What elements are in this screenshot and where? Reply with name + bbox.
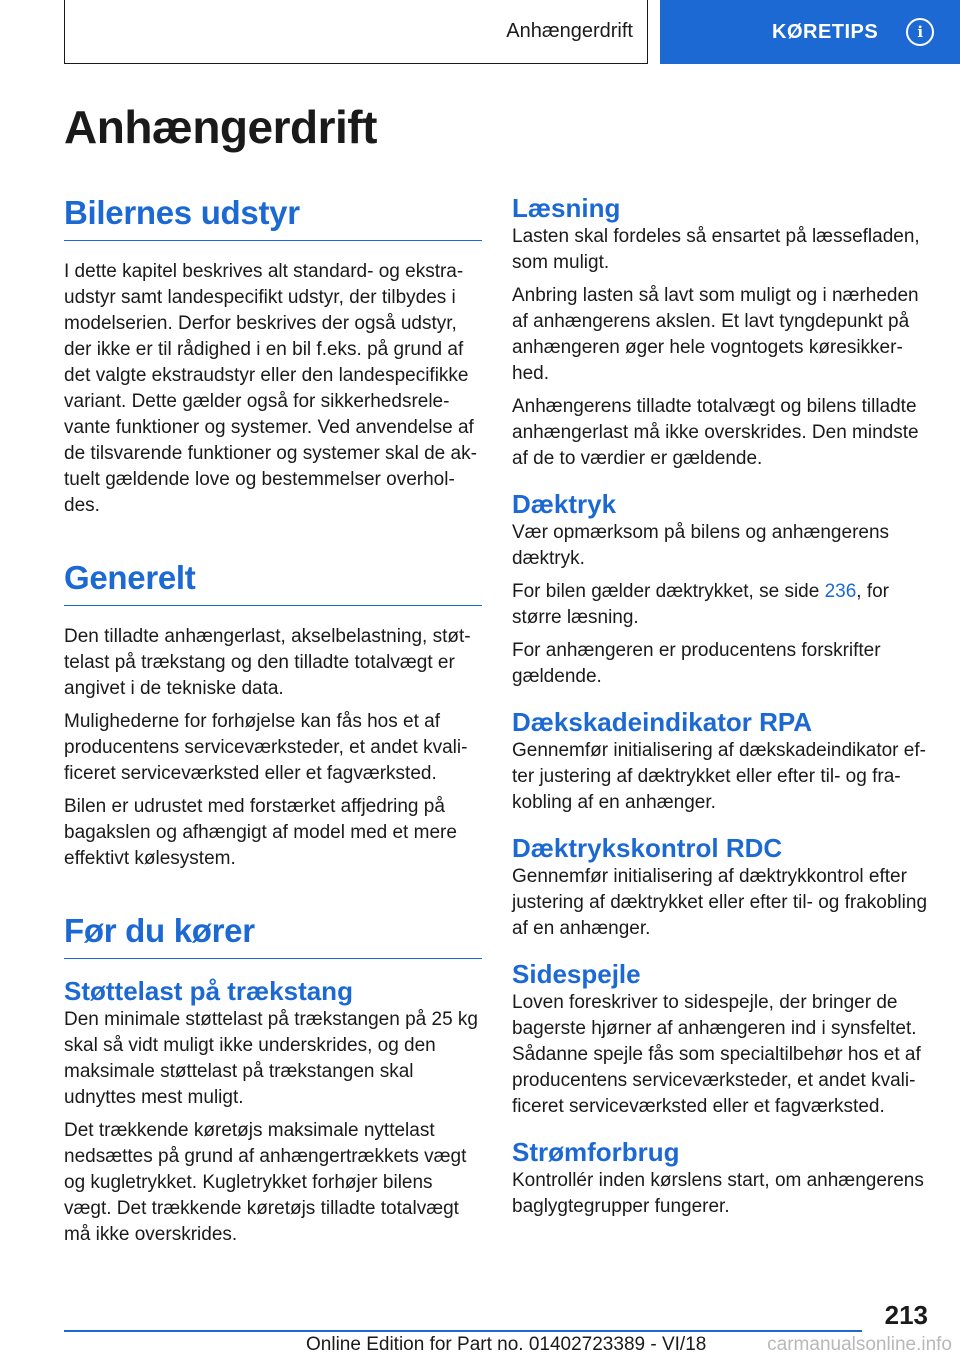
paragraph: Gennemfør initialisering af dækskadeindikator efter justering af dæktrykket eller efter til- og frakobling af en anhænger. xyxy=(512,740,926,813)
paragraph: For bilen gælder dæktrykket, se side 236, for større læsning. xyxy=(512,581,890,628)
right-column xyxy=(512,192,928,1220)
section-label: KØRETIPS xyxy=(772,20,879,43)
paragraph: Den minimale støttelast på trækstangen på 25 kg skal så vidt muligt ikke underskrides, og den maksimale støttelast på trækstangen skal udnyttes mest muligt. xyxy=(64,1009,478,1108)
page-number: 213 xyxy=(884,1300,928,1330)
paragraph: Gennemfør initialisering af dæktrykkontrol efter justering af dæktrykket eller efter til- og frakobling af en anhænger. xyxy=(512,866,928,939)
section-heading: Bilernes udstyr xyxy=(64,194,482,241)
section-bilernes-udstyr xyxy=(64,194,482,519)
edition-text: Online Edition for Part no. 01402723389 - VI/18 xyxy=(306,1334,707,1355)
paragraph: Anhængerens tilladte totalvægt og bilens tilladte anhængerlast må ikke overskrides. Den mindste af de to værdier er gældende. xyxy=(512,396,919,469)
paragraph: Det trækkende køretøjs maksimale nyttelast nedsættes på grund af anhængertrækkets vægt og kugletrykket. Kugletrykket forhøjer bilens vægt. Det trækkende køretøjs tilladte totalvægt må ikke overskrides. xyxy=(64,1120,467,1245)
section-heading: Før du kører xyxy=(64,912,482,959)
paragraph: Kontrollér inden kørslens start, om anhængerens baglygtegrupper fungerer. xyxy=(512,1170,924,1217)
paragraph: Loven foreskriver to sidespejle, der bringer de bagerste hjørner af anhængeren ind i synsfeltet. Sådanne spejle fås som specialtilbehør hos et af producentens serviceværksteder, et andet kvalificeret serviceværksted eller et fagværksted. xyxy=(512,992,921,1117)
subsection-stroemforbrug xyxy=(512,1136,928,1220)
subsection-laesning xyxy=(512,192,928,472)
page-title: Anhængerdrift xyxy=(64,101,377,153)
paragraph: Mulighederne for forhøjelse kan fås hos et af producentens serviceværksteder, et andet kvalificeret serviceværksted eller et fagværksted. xyxy=(64,711,468,784)
page-link[interactable]: 236 xyxy=(824,581,857,602)
subsection-heading: Dæktrykskontrol RDC xyxy=(512,833,783,863)
footer-divider xyxy=(64,1330,862,1332)
chapter-header xyxy=(64,0,648,64)
paragraph: Lasten skal fordeles så ensartet på læssefladen, som muligt. xyxy=(512,226,920,273)
subsection-heading: Sidespejle xyxy=(512,959,641,989)
paragraph: Vær opmærksom på bilens og anhængerens dæktryk. xyxy=(512,522,890,569)
subsection-heading: Dæktryk xyxy=(512,489,617,519)
subsection-heading: Støttelast på trækstang xyxy=(64,976,353,1006)
section-heading: Generelt xyxy=(64,559,482,606)
paragraph: For anhængeren er producentens forskrifter gældende. xyxy=(512,640,881,687)
paragraph: Bilen er udrustet med forstærket affjedring på bagakslen og afhængigt af model med et mere effektivt kølesystem. xyxy=(64,796,457,869)
subsection-sidespejle xyxy=(512,958,928,1120)
subsection-heading: Strømforbrug xyxy=(512,1137,680,1167)
info-icon[interactable]: i xyxy=(906,18,934,46)
paragraph: Anbring lasten så lavt som muligt og i nærheden af anhængerens akslen. Et lavt tyngdepunkt på anhængeren øger hele vogntogets køresikkerhed. xyxy=(512,285,919,384)
section-tab[interactable] xyxy=(660,0,960,64)
chapter-label: Anhængerdrift xyxy=(506,20,633,42)
section-foer-du-koerer xyxy=(64,912,482,1248)
subsection-daektryk xyxy=(512,488,928,690)
subsection-heading: Dækskadeindikator RPA xyxy=(512,707,813,737)
subsection-heading: Læsning xyxy=(512,193,621,223)
subsection-rdc xyxy=(512,832,928,942)
paragraph: Den tilladte anhængerlast, akselbelastning, støttelast på trækstang og den tilladte totalvægt er angivet i de tekniske data. xyxy=(64,626,471,699)
watermark: carmanualsonline.info xyxy=(767,1334,952,1355)
left-column xyxy=(64,194,482,1248)
section-generelt xyxy=(64,559,482,872)
subsection-rpa xyxy=(512,706,928,816)
paragraph: I dette kapitel beskrives alt standard- og ekstraudstyr samt landespecifikt udstyr, der tilbydes i modelserien. Derfor beskrives der også udstyr, der ikke er til rådighed i en bil f.eks. på grund af det valgte ekstraudstyr eller den landespecifikke variant. Dette gælder også for sikkerhedsrelevante funktioner og systemer. Ved anvendelse af de tilsvarende funktioner og systemer skal de aktuelt gældende love og bestemmelser overholdes. xyxy=(64,261,477,516)
